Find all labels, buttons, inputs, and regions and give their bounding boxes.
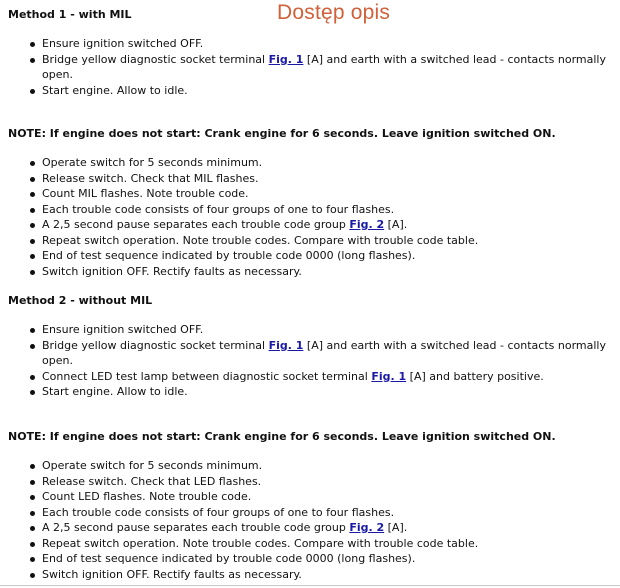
item-text: Switch ignition OFF. Rectify faults as necessary. [42,264,302,278]
list-item [28,384,618,400]
list-item [28,338,618,369]
item-text: Count LED flashes. Note trouble code. [42,490,252,503]
method2-heading: Method 2 - without MIL [8,294,153,307]
item-text: Start engine. Allow to idle. [42,385,188,398]
item-text: Ensure ignition switched OFF. [42,37,204,50]
list-item [28,155,618,171]
list-item [28,186,618,202]
list-item [28,202,618,218]
figure-link[interactable]: Fig. 2 [349,521,385,534]
list-item [28,567,618,583]
figure-link[interactable]: Fig. 1 [371,369,407,383]
list-item [28,248,618,264]
list-item [28,171,618,187]
item-text: Start engine. Allow to idle. [42,83,188,97]
bottom-divider [0,585,620,586]
item-text-tail: [A] and earth with a switched lead - contacts normally [303,52,606,66]
method1-checks-list [28,155,618,279]
list-item [28,505,618,521]
item-text: Each trouble code consists of four groups of one to four flashes. [42,505,395,519]
item-text: Repeat switch operation. Note trouble codes. Compare with trouble code table. [42,536,479,550]
list-item [28,474,618,490]
list-item [28,217,618,233]
figure-link[interactable]: Fig. 2 [349,218,385,231]
item-text-continuation: open. [42,68,73,81]
list-item [28,536,618,552]
item-text: End of test sequence indicated by trouble code 0000 (long flashes). [42,552,416,565]
item-text: Release switch. Check that LED flashes. [42,474,262,488]
figure-link[interactable]: Fig. 1 [268,52,304,66]
list-item [28,551,618,567]
item-text: Bridge yellow diagnostic socket terminal [42,338,269,352]
item-text: Release switch. Check that MIL flashes. [42,171,259,185]
list-item [28,52,618,83]
item-text: End of test sequence indicated by trouble code 0000 (long flashes). [42,249,416,262]
item-text: Ensure ignition switched OFF. [42,323,204,336]
list-item [28,322,618,338]
figure-link[interactable]: Fig. 1 [268,338,304,352]
list-item [28,458,618,474]
item-text-continuation: open. [42,354,73,367]
list-item [28,233,618,249]
item-text: Bridge yellow diagnostic socket terminal [42,52,269,66]
method2-checks-list [28,458,618,582]
method2-steps-list [28,322,618,400]
watermark-text: Dostęp opis [277,1,391,24]
list-item [28,489,618,505]
list-item [28,264,618,280]
item-text: A 2,5 second pause separates each trouble code group [42,218,350,231]
method1-steps-list [28,36,618,98]
method1-heading: Method 1 - with MIL [8,8,132,21]
item-text: Each trouble code consists of four groups of one to four flashes. [42,202,395,216]
item-text: Operate switch for 5 seconds minimum. [42,459,263,472]
item-text: Switch ignition OFF. Rectify faults as necessary. [42,567,302,581]
item-text: Connect LED test lamp between diagnostic socket terminal [42,369,372,383]
list-item [28,83,618,99]
item-text-tail: [A]. [384,218,408,231]
method2-note: NOTE: If engine does not start: Crank engine for 6 seconds. Leave ignition switched ON. [8,430,556,443]
item-text: Operate switch for 5 seconds minimum. [42,156,263,169]
list-item [28,36,618,52]
item-text-tail: [A]. [384,521,408,534]
item-text-tail: [A] and battery positive. [406,369,544,383]
method1-note: NOTE: If engine does not start: Crank engine for 6 seconds. Leave ignition switched ON. [8,127,556,140]
list-item [28,369,618,385]
item-text: Repeat switch operation. Note trouble codes. Compare with trouble code table. [42,233,479,247]
list-item [28,520,618,536]
item-text-tail: [A] and earth with a switched lead - contacts normally [303,338,606,352]
item-text: A 2,5 second pause separates each trouble code group [42,521,350,534]
item-text: Count MIL flashes. Note trouble code. [42,187,249,200]
